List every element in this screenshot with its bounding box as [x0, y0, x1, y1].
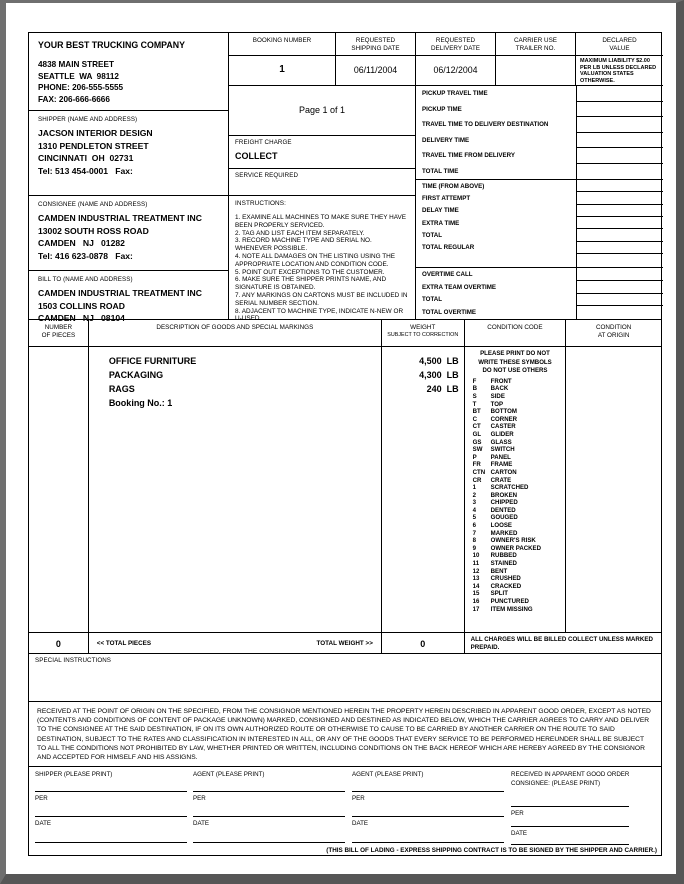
time-row-label: TOTAL [422, 231, 443, 239]
date-label: DATE [193, 820, 210, 827]
time-row-label: DELAY TIME [422, 207, 459, 215]
special-instructions-section [29, 653, 661, 701]
time-row-entry-box [576, 86, 663, 102]
weight-value: 240 [426, 384, 442, 394]
condition-code-meaning: OWNER PACKED [490, 544, 541, 552]
instruction-line: 8. ADJACENT TO MACHINE TYPE, INDICATE N-NEW OR U-USED. [235, 307, 404, 323]
condition-code-meaning: CRACKED [490, 582, 522, 590]
condition-code-row [465, 499, 566, 507]
condition-code-symbol: CR [472, 476, 482, 484]
condition-code-meaning: BOTTOM [490, 408, 517, 416]
time-row [416, 217, 663, 229]
signature-line [35, 816, 187, 817]
instruction-line: 7. ANY MARKINGS ON CARTONS MUST BE INCLUDED IN SERIAL NUMBER SECTION. [235, 291, 408, 307]
per-label: PER [511, 810, 524, 817]
footer-note: (THIS BILL OF LADING - EXPRESS SHIPPING CONTRACT IS TO BE SIGNED BY THE SHIPPER AND CARRIER.) [326, 847, 657, 854]
time-row-label: TIME (FROM ABOVE) [422, 182, 485, 190]
header-weight [382, 320, 465, 347]
carrier-use-value [496, 56, 576, 86]
condition-code-row [465, 431, 566, 439]
charges-note: ALL CHARGES WILL BE BILLED COLLECT UNLESS MARKED PREPAID. [470, 636, 653, 651]
condition-code-meaning: GLIDER [490, 430, 514, 438]
weight-unit: LB [446, 384, 459, 394]
condition-code-symbol: CT [472, 423, 481, 431]
goods-description-list [109, 354, 381, 396]
condition-code-meaning: ITEM MISSING [490, 605, 533, 613]
condition-code-symbol: 4 [472, 506, 477, 514]
header-line: OF PIECES [41, 331, 76, 339]
condition-code-row [465, 484, 566, 492]
time-row-entry-box [576, 254, 663, 267]
time-row [416, 294, 663, 307]
goods-weight-line [382, 382, 464, 396]
header-line: WEIGHT [410, 324, 436, 331]
condition-code-meaning: CHIPPED [490, 499, 518, 507]
time-row-label: TRAVEL TIME TO DELIVERY DESTINATION [422, 121, 549, 129]
instructions-cell [229, 196, 416, 323]
condition-code-row [465, 598, 566, 606]
condition-code-symbol: 12 [472, 567, 480, 575]
requested-delivery-date-header-line: DELIVERY DATE [431, 45, 480, 52]
condition-code-row [465, 507, 566, 515]
requested-shipping-date-value: 06/11/2004 [336, 56, 416, 86]
condition-code-row [465, 385, 566, 393]
condition-code-meaning: CRUSHED [490, 575, 521, 583]
condition-code-row [465, 477, 566, 485]
goods-booking-line: Booking No.: 1 [108, 398, 173, 408]
time-row-label: PICKUP TIME [422, 105, 462, 113]
condition-code-row [465, 552, 566, 560]
shipper-block [29, 111, 229, 196]
time-row-entry-box [576, 192, 663, 204]
service-required-cell [229, 169, 416, 196]
condition-code-meaning: PUNCTURED [490, 598, 529, 605]
condition-code-meaning: MARKED [490, 529, 518, 537]
condition-code-symbol: GS [472, 438, 482, 446]
condition-code-symbol: 13 [472, 575, 480, 583]
signature-line [35, 791, 187, 792]
company-fax: FAX: 206-666-6666 [38, 94, 110, 104]
signature-column-agent-2 [352, 767, 510, 847]
time-row [416, 205, 663, 217]
condition-code-meaning: FRONT [490, 377, 512, 385]
booking-number-value: 1 [229, 56, 336, 86]
total-pieces-value-cell [29, 633, 89, 654]
condition-code-row [465, 416, 566, 424]
time-row [416, 306, 663, 319]
condition-code-symbol: 2 [472, 491, 477, 499]
time-row-entry-box [576, 242, 663, 254]
condition-code-row [465, 537, 566, 545]
condition-code-note-line: WRITE THESE SYMBOLS [478, 358, 552, 366]
condition-code-row [465, 446, 566, 454]
pieces-cell [29, 347, 89, 632]
time-row [416, 148, 663, 164]
totals-labels-cell [89, 633, 382, 654]
goods-weight-line [382, 368, 464, 382]
condition-code-row [465, 530, 566, 538]
condition-code-symbol: 14 [472, 582, 480, 590]
date-label: DATE [352, 820, 369, 827]
company-phone: PHONE: 206-555-5555 [38, 83, 124, 92]
header-subline: SUBJECT TO CORRECTION [387, 331, 459, 338]
signatures-section [29, 766, 661, 846]
condition-code-row [465, 408, 566, 416]
condition-code-row [465, 401, 566, 409]
instructions-list [235, 214, 409, 323]
legal-terms-text: RECEIVED AT THE POINT OF ORIGIN ON THE SPECIFIED, FROM THE CONSIGNOR MENTIONED HEREIN THE PROPERTY HEREIN DESCRIBED IN APPARENT GOOD ORDER, EXCEPT AS NOTED (CONTENTS AND CONDITIONS OF CONTENT OF PACKAGE UNKNOWN) MARKED, CONSIGNED AND DESTINED AS INDICATED BELOW, WHICH THE CARRIER AGREES TO CARRY AND DELIVER TO THE CONSIGNEE AT THE SAID DESTINATION, IF ON ITS OWN AUTHORIZED ROUTE OR OTHERWISE TO CAUSE TO BE CARRIED BY ANOTHER CARRIER ON THE ROUTE TO SAID DESTINATION, SUBJECT TO THE RATES AND CLASSIFICATION IN INTERESTED IN ALL, OR ANY OF THE GOODS THAT EVERY SERVICE TO BE PERFORMED HEREUNDER SHALL BE SUBJECT TO ALL THE CONDITIONS NOT PROHIBITED BY LAW, WHETHER PRINTED OR WRITTEN, INCLUDING CONDITIONS ON THE BACK HEREOF WHICH ARE HEREBY AGREED BY THE CONSIGNOR AND ACCEPTED FOR HIMSELF AND HIS ASSIGNS. [37, 708, 651, 762]
condition-code-symbol: FR [472, 461, 481, 469]
condition-code-meaning: SCRATCHED [490, 484, 529, 492]
weight-unit: LB [446, 356, 459, 366]
time-row [416, 281, 663, 294]
time-row-entry-box [576, 268, 663, 281]
condition-code-symbol: 11 [472, 560, 480, 568]
signature-label: AGENT (PLEASE PRINT) [193, 771, 265, 778]
requested-shipping-date-header [336, 33, 416, 56]
requested-shipping-date-header-line: REQUESTED [355, 37, 396, 44]
condition-code-row [465, 568, 566, 576]
condition-code-note-line: PLEASE PRINT DO NOT [480, 350, 550, 357]
condition-code-meaning: FRAME [490, 461, 513, 469]
condition-code-meaning: DENTED [490, 506, 516, 514]
requested-delivery-date-header-line: REQUESTED [435, 37, 476, 44]
condition-code-meaning: BROKEN [490, 491, 518, 499]
legal-terms-section [29, 701, 661, 766]
time-row-label: TRAVEL TIME FROM DELIVERY [422, 152, 516, 160]
time-row [416, 86, 663, 102]
time-row-entry-box [576, 229, 663, 241]
condition-code-row [465, 583, 566, 591]
condition-code-meaning: PANEL [490, 453, 511, 461]
time-group-regular [416, 179, 663, 254]
per-label: PER [35, 795, 48, 802]
goods-table [29, 319, 661, 653]
goods-description-line: RAGS [108, 384, 135, 394]
time-group-pickup [416, 86, 663, 179]
time-row-entry-box [576, 306, 663, 319]
condition-code-row [465, 575, 566, 583]
signature-line [511, 826, 629, 827]
condition-code-row [465, 606, 566, 614]
total-weight-value: 0 [420, 638, 426, 649]
company-address-line: 4838 MAIN STREET [38, 60, 114, 69]
condition-code-meaning: SIDE [490, 392, 505, 400]
condition-code-row [465, 393, 566, 401]
condition-code-row [465, 439, 566, 447]
time-row-label: FIRST ATTEMPT [422, 194, 471, 202]
time-row-entry-box [576, 180, 663, 192]
time-row-label: TOTAL OVERTIME [422, 309, 476, 317]
time-row-entry-box [576, 281, 663, 294]
company-name: YOUR BEST TRUCKING COMPANY [38, 40, 185, 50]
condition-code-meaning: CRATE [490, 476, 512, 484]
signature-line [352, 791, 504, 792]
instruction-line: 5. POINT OUT EXCEPTIONS TO THE CUSTOMER. [235, 268, 385, 276]
carrier-use-header-line: CARRIER USE [513, 37, 558, 44]
declared-value-note: MAXIMUM LIABILITY $2.00 PER LB UNLESS DECLARED VALUATION STATES OTHERWISE. [576, 56, 663, 86]
time-row-entry-box [576, 133, 663, 149]
freight-charge-cell [229, 136, 416, 169]
condition-code-row [465, 454, 566, 462]
instruction-line: 6. MAKE SURE THE SHIPPER PRINTS NAME, AND SIGNATURE IS OBTAINED. [235, 276, 387, 292]
service-required-label: SERVICE REQUIRED [235, 172, 299, 179]
condition-code-meaning: LOOSE [490, 522, 512, 530]
time-row-label: DELIVERY TIME [422, 136, 470, 144]
total-pieces-value: 0 [55, 638, 61, 649]
shipper-address [38, 127, 219, 177]
time-row-entry-box [576, 117, 663, 133]
condition-code-symbol: 6 [472, 522, 477, 530]
condition-code-meaning: BENT [490, 567, 508, 575]
condition-code-meaning: GLASS [490, 438, 512, 446]
signature-label-line: RECEIVED IN APPARENT GOOD ORDER [511, 771, 630, 778]
condition-code-row [465, 492, 566, 500]
signature-line [193, 816, 345, 817]
date-label: DATE [511, 830, 528, 837]
bill-to-block [29, 271, 229, 323]
time-row-label: PICKUP TRAVEL TIME [422, 90, 488, 98]
signature-label: SHIPPER (PLEASE PRINT) [35, 771, 113, 778]
carrier-company-block [29, 33, 229, 111]
condition-code-symbol: 5 [472, 514, 477, 522]
consignee-address-line: 13002 SOUTH ROSS ROAD [38, 225, 149, 236]
header-line: AT ORIGIN [597, 331, 630, 339]
time-row [416, 133, 663, 149]
condition-code-symbol: 15 [472, 590, 480, 598]
signature-line [511, 844, 629, 845]
time-row-label: EXTRA TEAM OVERTIME [422, 283, 497, 291]
time-row-label: TOTAL TIME [422, 167, 459, 175]
shipper-label: SHIPPER (NAME AND ADDRESS) [38, 116, 138, 123]
condition-code-meaning: SWITCH [490, 446, 515, 454]
description-cell [89, 347, 382, 632]
bill-to-address-line: 1503 COLLINS ROAD [38, 300, 125, 311]
time-row-label: EXTRA TIME [422, 219, 460, 227]
shipper-address-line: JACSON INTERIOR DESIGN [38, 128, 153, 138]
time-tracking-section [416, 86, 663, 319]
condition-code-meaning: OWNER'S RISK [490, 537, 536, 545]
signature-column-agent-1 [193, 767, 351, 847]
condition-code-symbol: BT [472, 408, 481, 416]
signature-line [35, 842, 187, 843]
condition-code-row [465, 469, 566, 477]
goods-weight-list [382, 354, 464, 396]
declared-value-header-line: VALUE [609, 45, 630, 52]
instruction-line: 1. EXAMINE ALL MACHINES TO MAKE SURE THEY HAVE BEEN PROPERLY SERVICED. [235, 214, 407, 229]
condition-code-note [465, 347, 566, 376]
time-row-label-empty [416, 254, 576, 267]
goods-description-line: PACKAGING [108, 370, 164, 380]
time-row-entry-box [576, 102, 663, 118]
time-row [416, 102, 663, 118]
company-address-line: SEATTLE WA 98112 [38, 71, 119, 81]
instruction-line: 4. NOTE ALL DAMAGES ON THE LISTING USING THE APPROPRIATE LOCATION AND CONDITION CODE. [235, 252, 396, 268]
requested-delivery-date-header [416, 33, 496, 56]
condition-code-symbol: T [472, 400, 477, 408]
charges-note-cell [465, 633, 661, 654]
goods-weight-line [382, 354, 464, 368]
time-row [416, 117, 663, 133]
total-weight-label: TOTAL WEIGHT >> [316, 640, 373, 647]
condition-code-meaning: TOP [490, 400, 504, 408]
condition-code-symbol: B [472, 385, 478, 393]
signature-line [193, 842, 345, 843]
condition-code-symbol: 16 [472, 598, 480, 605]
freight-charge-label: FREIGHT CHARGE [235, 139, 292, 146]
carrier-use-header [496, 33, 576, 56]
condition-code-meaning: GOUGED [490, 514, 518, 522]
time-row-entry-box [576, 205, 663, 217]
condition-code-row [465, 590, 566, 598]
condition-code-symbol: 17 [472, 605, 480, 613]
condition-code-meaning: CARTON [490, 468, 517, 476]
condition-code-row [465, 378, 566, 386]
condition-code-row [465, 514, 566, 522]
condition-code-symbol: 3 [472, 499, 477, 507]
signature-line [193, 791, 345, 792]
condition-code-meaning: RUBBED [490, 552, 517, 560]
signature-label: AGENT (PLEASE PRINT) [352, 771, 424, 778]
freight-charge-value: COLLECT [235, 151, 278, 161]
per-label: PER [193, 795, 206, 802]
requested-shipping-date-header-line: SHIPPING DATE [351, 45, 400, 52]
goods-table-body [29, 347, 661, 632]
condition-code-symbol: 7 [472, 529, 477, 537]
time-row-blank [416, 254, 663, 267]
instruction-line: 3. RECORD MACHINE TYPE AND SERIAL NO. WHENEVER POSSIBLE. [235, 237, 372, 253]
condition-code-row [465, 423, 566, 431]
condition-code-symbol: S [472, 392, 477, 400]
header-condition-code: CONDITION CODE [465, 320, 567, 347]
condition-code-row [465, 461, 566, 469]
condition-code-legend-cell [465, 347, 567, 632]
time-row [416, 268, 663, 281]
condition-code-symbol: 9 [472, 544, 477, 552]
special-instructions-label: SPECIAL INSTRUCTIONS [35, 657, 112, 664]
instruction-line: 2. TAG AND LIST EACH ITEM SEPARATELY. [235, 229, 365, 237]
weight-value: 4,300 [419, 370, 442, 380]
bill-to-address-line: CAMDEN INDUSTRIAL TREATMENT INC [38, 288, 202, 298]
header-description: DESCRIPTION OF GOODS AND SPECIAL MARKINGS [89, 320, 382, 347]
booking-number-header: BOOKING NUMBER [229, 33, 336, 56]
carrier-use-header-line: TRAILER NO. [515, 45, 556, 52]
consignee-address [38, 212, 219, 262]
declared-value-header [576, 33, 663, 56]
weight-value: 4,500 [419, 356, 442, 366]
goods-table-totals [29, 632, 661, 654]
goods-table-header [29, 320, 661, 347]
bill-to-address-line: CAMDEN NJ 08104 [38, 313, 125, 323]
date-label: DATE [35, 820, 52, 827]
total-weight-value-cell [382, 633, 465, 654]
declared-value-header-line: DECLARED [602, 37, 637, 44]
consignee-label: CONSIGNEE (NAME AND ADDRESS) [38, 201, 148, 208]
time-row-entry-box [576, 164, 663, 180]
condition-code-list [465, 378, 566, 613]
condition-code-symbol: C [472, 415, 478, 423]
header-line: NUMBER [44, 324, 73, 331]
time-row [416, 164, 663, 180]
condition-code-symbol: CTN [472, 468, 486, 476]
signature-column-shipper [35, 767, 193, 847]
shipper-address-line: 1310 PENDLETON STREET [38, 140, 149, 151]
condition-code-meaning: CORNER [490, 415, 518, 423]
signature-column-consignee [511, 767, 659, 847]
consignee-address-line: CAMDEN NJ 01282 [38, 238, 125, 248]
time-row-label: OVERTIME CALL [422, 270, 473, 278]
condition-code-row [465, 545, 566, 553]
time-row-label: TOTAL [422, 296, 443, 304]
time-group-overtime [416, 267, 663, 319]
weight-cell [382, 347, 465, 632]
consignee-block [29, 196, 229, 271]
condition-code-meaning: CASTER [490, 423, 516, 431]
total-pieces-label: << TOTAL PIECES [96, 640, 152, 647]
signature-line [511, 806, 629, 807]
per-label: PER [352, 795, 365, 802]
condition-code-note-line: DO NOT USE OTHERS [482, 367, 548, 375]
header-condition-at-origin [566, 320, 661, 347]
time-row-entry-box [576, 148, 663, 164]
bill-of-lading-form [28, 32, 662, 856]
time-row [416, 180, 663, 192]
bill-to-label: BILL TO (NAME AND ADDRESS) [38, 276, 133, 283]
time-row-label: TOTAL REGULAR [422, 244, 475, 252]
shipper-address-line: Tel: 513 454-0001 Fax: [38, 165, 133, 176]
condition-code-meaning: STAINED [490, 560, 517, 568]
requested-delivery-date-value: 06/12/2004 [416, 56, 496, 86]
signature-line [352, 816, 504, 817]
condition-at-origin-cell [566, 347, 661, 632]
header-line: CONDITION [595, 324, 632, 331]
time-row-entry-box [576, 294, 663, 307]
condition-code-symbol: P [472, 453, 477, 461]
time-row [416, 192, 663, 204]
shipper-address-line: CINCINNATI OH 02731 [38, 153, 134, 163]
condition-code-row [465, 560, 566, 568]
page-indicator: Page 1 of 1 [229, 86, 416, 136]
weight-unit: LB [446, 370, 459, 380]
condition-code-meaning: BACK [490, 385, 509, 393]
header-number-of-pieces [29, 320, 89, 347]
condition-code-symbol: 1 [472, 484, 477, 492]
condition-code-symbol: F [472, 377, 477, 385]
condition-code-meaning: SPLIT [490, 590, 508, 598]
signature-line [352, 842, 504, 843]
condition-code-symbol: 8 [472, 537, 477, 545]
instructions-label: INSTRUCTIONS: [235, 200, 287, 207]
condition-code-symbol: GL [472, 430, 482, 438]
condition-code-symbol: SW [472, 446, 483, 454]
time-row [416, 242, 663, 254]
consignee-address-line: Tel: 416 623-0878 Fax: [38, 250, 133, 261]
time-row [416, 229, 663, 241]
goods-description-line: OFFICE FURNITURE [108, 356, 197, 366]
condition-code-row [465, 522, 566, 530]
signature-label-line: CONSIGNEE: (PLEASE PRINT) [511, 780, 601, 787]
condition-code-symbol: 10 [472, 552, 480, 560]
consignee-address-line: CAMDEN INDUSTRIAL TREATMENT INC [38, 213, 202, 223]
time-row-entry-box [576, 217, 663, 229]
